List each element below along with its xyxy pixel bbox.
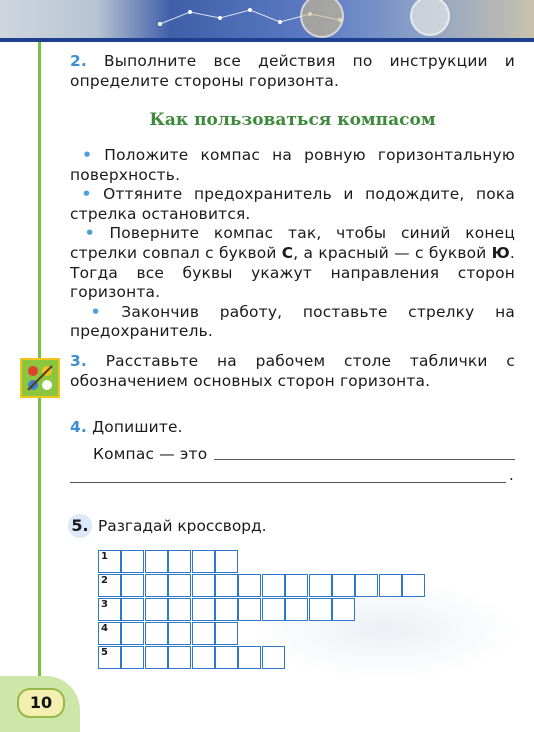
crossword-cell[interactable]: [215, 550, 238, 573]
task-3-number: 3.: [70, 352, 87, 370]
task-3: [70, 352, 515, 391]
task-4-prompt: Компас — это: [93, 445, 208, 463]
crossword-cell[interactable]: [145, 598, 168, 621]
crossword-row-number[interactable]: 4: [98, 622, 121, 645]
section-heading: Как пользоваться компасом: [149, 110, 436, 130]
crossword-cell[interactable]: [215, 574, 238, 597]
crossword-cell[interactable]: [145, 622, 168, 645]
crossword-cell[interactable]: [402, 574, 425, 597]
instruction-text: Закончив работу, поставьте стрелку на предохранитель.: [70, 302, 515, 341]
group-work-icon: [20, 358, 60, 398]
crossword-cell[interactable]: [121, 550, 144, 573]
task-4-text: Допишите.: [92, 418, 183, 436]
crossword-cell[interactable]: [238, 574, 261, 597]
crossword-cell[interactable]: [168, 622, 191, 645]
instruction-text: Оттяните предохранитель и подождите, пока стрелка остановится.: [70, 185, 515, 223]
crossword-cell[interactable]: [168, 550, 191, 573]
instruction-item: [70, 224, 515, 302]
task-2: [70, 52, 515, 91]
crossword-cell[interactable]: [262, 646, 285, 669]
page-number: 10: [17, 688, 65, 718]
task-3-text: Расставьте на рабочем столе таблички с обозначением основных сторон горизонта.: [70, 352, 515, 390]
answer-line-1[interactable]: [214, 459, 515, 460]
crossword-cell[interactable]: [145, 550, 168, 573]
crossword-cell[interactable]: [168, 574, 191, 597]
crossword-cell[interactable]: [192, 646, 215, 669]
letter-s: С: [281, 243, 294, 262]
instruction-item: [70, 185, 515, 224]
task-2-number: 2.: [70, 52, 87, 70]
crossword-cell[interactable]: [192, 598, 215, 621]
compass-icon: [300, 0, 344, 38]
crossword-cell[interactable]: [379, 574, 402, 597]
instruction-text: Поверните компас так, чтобы синий конец стрелки совпал с буквой: [70, 224, 515, 262]
crossword-cell[interactable]: [121, 622, 144, 645]
crossword-cell[interactable]: [262, 598, 285, 621]
task-5-number: 5.: [68, 514, 92, 538]
crossword-cell[interactable]: [192, 622, 215, 645]
header-underline: [0, 38, 534, 42]
crossword-row-number[interactable]: 2: [98, 574, 121, 597]
task-5-text: Разгадай кроссворд.: [98, 517, 267, 535]
crossword-cell[interactable]: [168, 646, 191, 669]
crossword-cell[interactable]: [355, 574, 378, 597]
crossword-cell[interactable]: [262, 574, 285, 597]
bullet-icon: •: [84, 224, 95, 243]
crossword-cell[interactable]: [238, 598, 261, 621]
crossword-cell[interactable]: [215, 646, 238, 669]
crossword-cell[interactable]: [285, 598, 308, 621]
crossword-cell[interactable]: [332, 598, 355, 621]
instruction-text: Положите компас на ровную горизонтальную поверхность.: [70, 146, 516, 184]
crossword-row-number[interactable]: 5: [98, 646, 121, 669]
header-banner: [0, 0, 534, 38]
crossword-cell[interactable]: [192, 574, 215, 597]
crossword-cell[interactable]: [215, 622, 238, 645]
instruction-text: , а красный — с буквой: [293, 243, 492, 262]
crossword-cell[interactable]: [168, 598, 191, 621]
crossword-cell[interactable]: [309, 574, 332, 597]
task-4: [70, 418, 515, 438]
crossword-cell[interactable]: [121, 598, 144, 621]
bullet-icon: •: [90, 302, 101, 321]
crossword-cell[interactable]: [309, 598, 332, 621]
crossword-cell[interactable]: [192, 550, 215, 573]
bullet-icon: •: [81, 185, 92, 204]
instruction-item: [70, 303, 515, 342]
crossword-cell[interactable]: [332, 574, 355, 597]
crossword-cell[interactable]: [145, 646, 168, 669]
crossword-row-number[interactable]: 1: [98, 550, 121, 573]
crossword-cell[interactable]: [121, 646, 144, 669]
letter-yu: Ю: [491, 243, 510, 262]
task-2-text: Выполните все действия по инструкции и определите стороны горизонта.: [70, 52, 516, 90]
answer-line-2[interactable]: [70, 482, 506, 483]
crossword-cell[interactable]: [285, 574, 308, 597]
bullet-icon: •: [82, 146, 93, 164]
task-4-number: 4.: [70, 418, 87, 436]
period: .: [509, 466, 514, 484]
clock-icon: [410, 0, 450, 36]
instructions-list: [70, 146, 515, 342]
crossword-cell[interactable]: [145, 574, 168, 597]
crossword-cell[interactable]: [121, 574, 144, 597]
crossword-cell[interactable]: [215, 598, 238, 621]
crossword-row-number[interactable]: 3: [98, 598, 121, 621]
crossword-cell[interactable]: [238, 646, 261, 669]
instruction-text: . Тогда все буквы укажут направления сторон горизонта.: [70, 243, 515, 302]
instruction-item: [70, 146, 515, 185]
